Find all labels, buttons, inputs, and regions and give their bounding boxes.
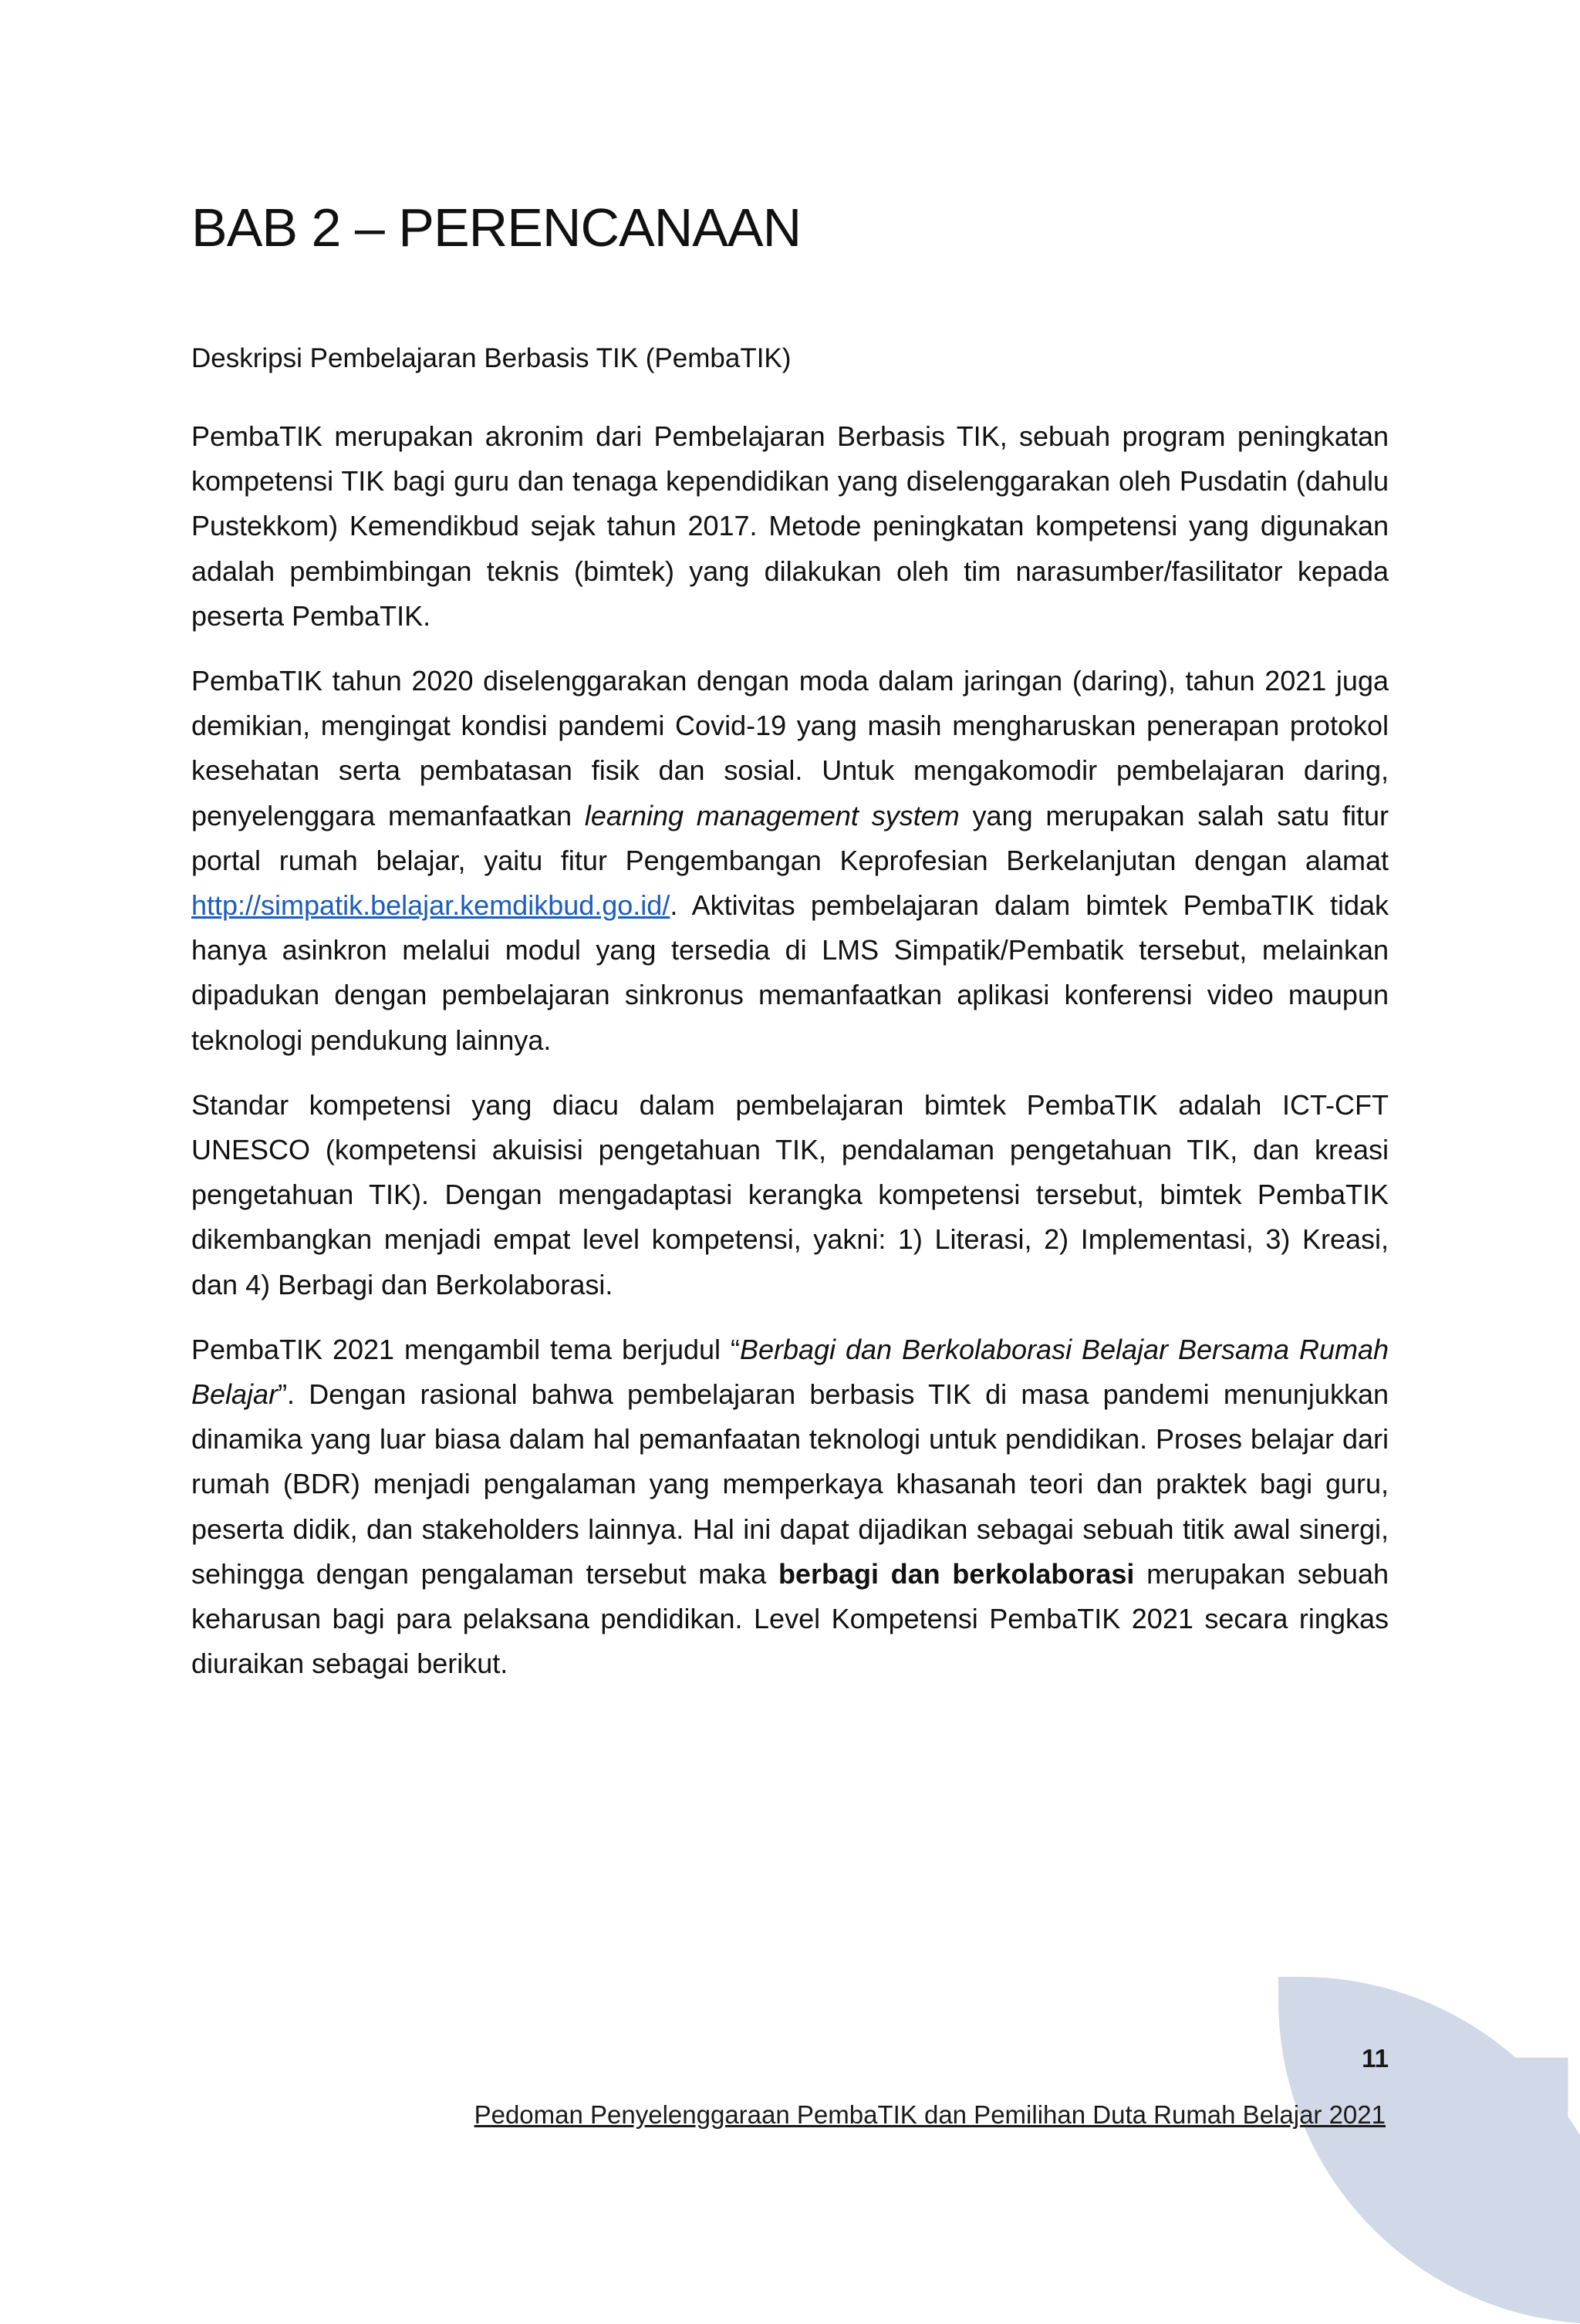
paragraph-2-part-1: PembaTIK tahun 2020 diselenggarakan dengan moda dalam jaringan (daring), tahun 2021 juga demikian, mengingat kondisi pandemi Covid-19 yang masih mengharuskan penerapan protokol kesehatan serta pembatasan fisik dan sosial. Untuk mengakomodir pembelajaran daring, penyelenggara memanfaatkan [191,665,1389,831]
chapter-title: BAB 2 – PERENCANAAN [191,197,802,258]
theme-title-italic: Berbagi dan Berkolaborasi Belajar Bersama Rumah Belajar [191,1333,1389,1411]
emphasis-bold: berbagi dan berkolaborasi [778,1557,1135,1590]
paragraph-3: Standar kompetensi yang diacu dalam pembelajaran bimtek PembaTIK adalah ICT-CFT UNESCO (kompetensi akuisisi pengetahuan TIK, pendalaman pengetahuan TIK, dan kreasi pengetahuan TIK). Dengan mengadaptasi kerangka kompetensi tersebut, bimtek PembaTIK dikembangkan menjadi empat level kompetensi, yakni: 1) Literasi, 2) Implementasi, 3) Kreasi, dan 4) Berbagi dan Berkolaborasi. [191,1088,1389,1300]
paragraph-2-part-2: yang merupakan salah satu fitur portal rumah belajar, yaitu fitur Pengembangan Keprofesian Berkelanjutan dengan alamat [191,799,1389,876]
paragraph-2-part-3: . Aktivitas pembelajaran dalam bimtek PembaTIK tidak hanya asinkron melalui modul yang tersedia di LMS Simpatik/Pembatik tersebut, melainkan dipadukan dengan pembelajaran sinkronus memanfaatkan aplikasi konferensi video maupun teknologi pendukung lainnya. [191,889,1389,1056]
section-heading: Deskripsi Pembelajaran Berbasis TIK (PembaTIK) [191,343,792,373]
paragraph-1: PembaTIK merupakan akronim dari Pembelajaran Berbasis TIK, sebuah program peningkatan kompetensi TIK bagi guru dan tenaga kependidikan yang diselenggarakan oleh Pusdatin (dahulu Pustekkom) Kemendikbud sejak tahun 2017. Metode peningkatan kompetensi yang digunakan adalah pembimbingan teknis (bimtek) yang dilakukan oleh tim narasumber/fasilitator kepada peserta PembaTIK. [191,420,1389,632]
paragraph-2 [191,659,1389,1063]
page-number: 11 [1362,2044,1389,2073]
paragraph-4-part-1: PembaTIK 2021 mengambil tema berjudul “ [191,1333,740,1365]
footer-document-title: Pedoman Penyelenggaraan PembaTIK dan Pemilihan Duta Rumah Belajar 2021 [474,2100,1386,2129]
paragraph-4-part-2: ”. Dengan rasional bahwa pembelajaran berbasis TIK di masa pandemi menunjukkan dinamika yang luar biasa dalam hal pemanfaatan teknologi untuk pendidikan. Proses belajar dari rumah (BDR) menjadi pengalaman yang memperkaya khasanah teori dan praktek bagi guru, peserta didik, dan stakeholders lainnya. Hal ini dapat dijadikan sebagai sebuah titik awal sinergi, sehingga dengan pengalaman tersebut maka [191,1378,1389,1590]
footer-decoration-shape [1278,1977,1580,2324]
paragraph-4 [191,1327,1389,1687]
lms-term-italic: learning management system [584,799,960,831]
paragraph-4-part-3: merupakan sebuah keharusan bagi para pelaksana pendidikan. Level Kompetensi PembaTIK 2021 secara ringkas diuraikan sebagai berikut. [191,1557,1389,1680]
simpatik-link[interactable]: http://simpatik.belajar.kemdikbud.go.id/ [191,889,670,922]
body-text [191,414,1389,1706]
